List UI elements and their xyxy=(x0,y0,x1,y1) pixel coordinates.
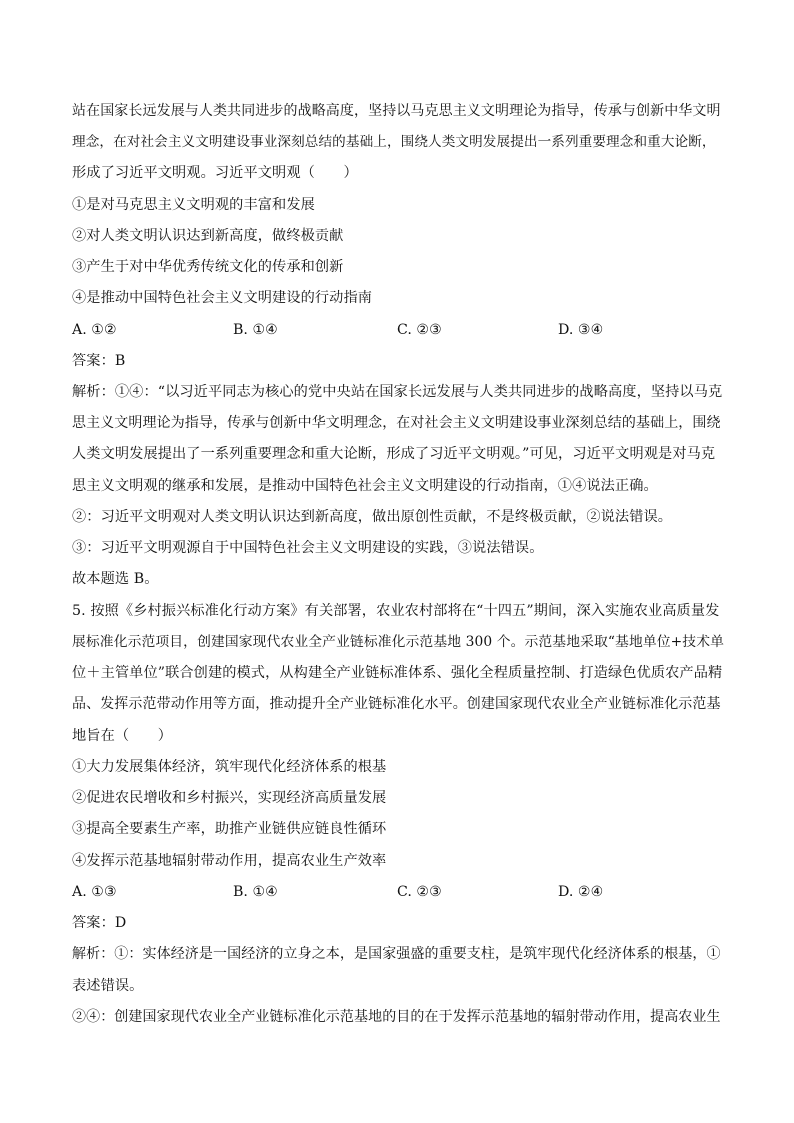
q4-option-b: B. ①④ xyxy=(233,322,278,338)
q5-analysis-line-3: ②④：创建国家现代农业全产业链标准化示范基地的目的在于发挥示范基地的辐射带动作用，提高农业生 xyxy=(72,1009,721,1025)
q5-analysis-line-2: 表述错误。 xyxy=(72,978,144,994)
q5-analysis-line-1: 解析：①：实体经济是一国经济的立身之本，是国家强盛的重要支柱，是筑牢现代化经济体系的根基，① xyxy=(72,946,721,962)
q5-statement-3: ③提高全要素生产率，助推产业链供应链良性循环 xyxy=(72,821,387,837)
q4-analysis-line-3: 人类文明发展提出了一系列重要理念和重大论断，形成了习近平文明观。”可见，习近平文明观是对马克 xyxy=(72,446,716,462)
q4-statement-1: ①是对马克思主义文明观的丰富和发展 xyxy=(72,197,315,213)
q4-stem-line-1: 站在国家长远发展与人类共同进步的战略高度，坚持以马克思主义文明理论为指导，传承与创新中华文明 xyxy=(72,103,721,119)
q5-option-a: A. ①③ xyxy=(72,884,117,900)
q4-analysis-line-6: ③：习近平文明观源自于中国特色社会主义文明建设的实践，③说法错误。 xyxy=(72,540,544,556)
q4-analysis-line-2: 思主义文明理论为指导，传承与创新中华文明理念，在对社会主义文明建设事业深刻总结的基础上，围绕 xyxy=(72,415,721,431)
q4-option-a: A. ①② xyxy=(72,322,117,338)
q5-option-b: B. ①④ xyxy=(233,884,278,900)
q5-option-c: C. ②③ xyxy=(397,884,442,900)
q5-answer: 答案：D xyxy=(72,915,127,931)
q5-stem-line-5: 地旨在（ ） xyxy=(72,728,173,744)
q4-analysis-line-5: ②：习近平文明观对人类文明认识达到新高度，做出原创性贡献，不是终极贡献，②说法错误。 xyxy=(72,509,673,525)
q4-statement-4: ④是推动中国特色社会主义文明建设的行动指南 xyxy=(72,290,373,306)
q5-stem-line-4: 品、发挥示范带动作用等方面，推动提升全产业链标准化水平。创建国家现代农业全产业链标准化示范基 xyxy=(72,696,721,712)
q4-statement-3: ③产生于对中华优秀传统文化的传承和创新 xyxy=(72,259,344,275)
q4-analysis-line-1: 解析：①④：“以习近平同志为核心的党中央站在国家长远发展与人类共同进步的战略高度，坚持以马克 xyxy=(72,384,723,400)
q5-stem-line-3: 位＋主管单位”联合创建的模式，从构建全产业链标准体系、强化全程质量控制、打造绿色优质农产品精 xyxy=(72,665,723,681)
q5-statement-4: ④发挥示范基地辐射带动作用，提高农业生产效率 xyxy=(72,853,387,869)
q4-option-d: D. ③④ xyxy=(558,322,604,338)
q5-stem-line-1: 5. 按照《乡村振兴标准化行动方案》有关部署，农业农村部将在“十四五”期间，深入实施农业高质量发 xyxy=(72,603,720,619)
q4-option-c: C. ②③ xyxy=(397,322,442,338)
q5-statement-1: ①大力发展集体经济，筑牢现代化经济体系的根基 xyxy=(72,759,387,775)
q5-stem-line-2: 展标准化示范项目，创建国家现代农业全产业链标准化示范基地 300 个。示范基地采取“基地单位+技术单 xyxy=(72,634,724,650)
q5-statement-2: ②促进农民增收和乡村振兴，实现经济高质量发展 xyxy=(72,790,387,806)
q5-option-d: D. ②④ xyxy=(558,884,604,900)
q4-statement-2: ②对人类文明认识达到新高度，做终极贡献 xyxy=(72,228,344,244)
q4-stem-line-2: 理念，在对社会主义文明建设事业深刻总结的基础上，围绕人类文明发展提出一系列重要理念和重大论断， xyxy=(72,134,716,150)
q4-analysis-line-7: 故本题选 B。 xyxy=(72,571,159,587)
q4-analysis-line-4: 思主义文明观的继承和发展，是推动中国特色社会主义文明建设的行动指南，①④说法正确。 xyxy=(72,478,658,494)
q4-stem-line-3: 形成了习近平文明观。习近平文明观（ ） xyxy=(72,165,358,181)
q4-answer: 答案：B xyxy=(72,353,126,369)
